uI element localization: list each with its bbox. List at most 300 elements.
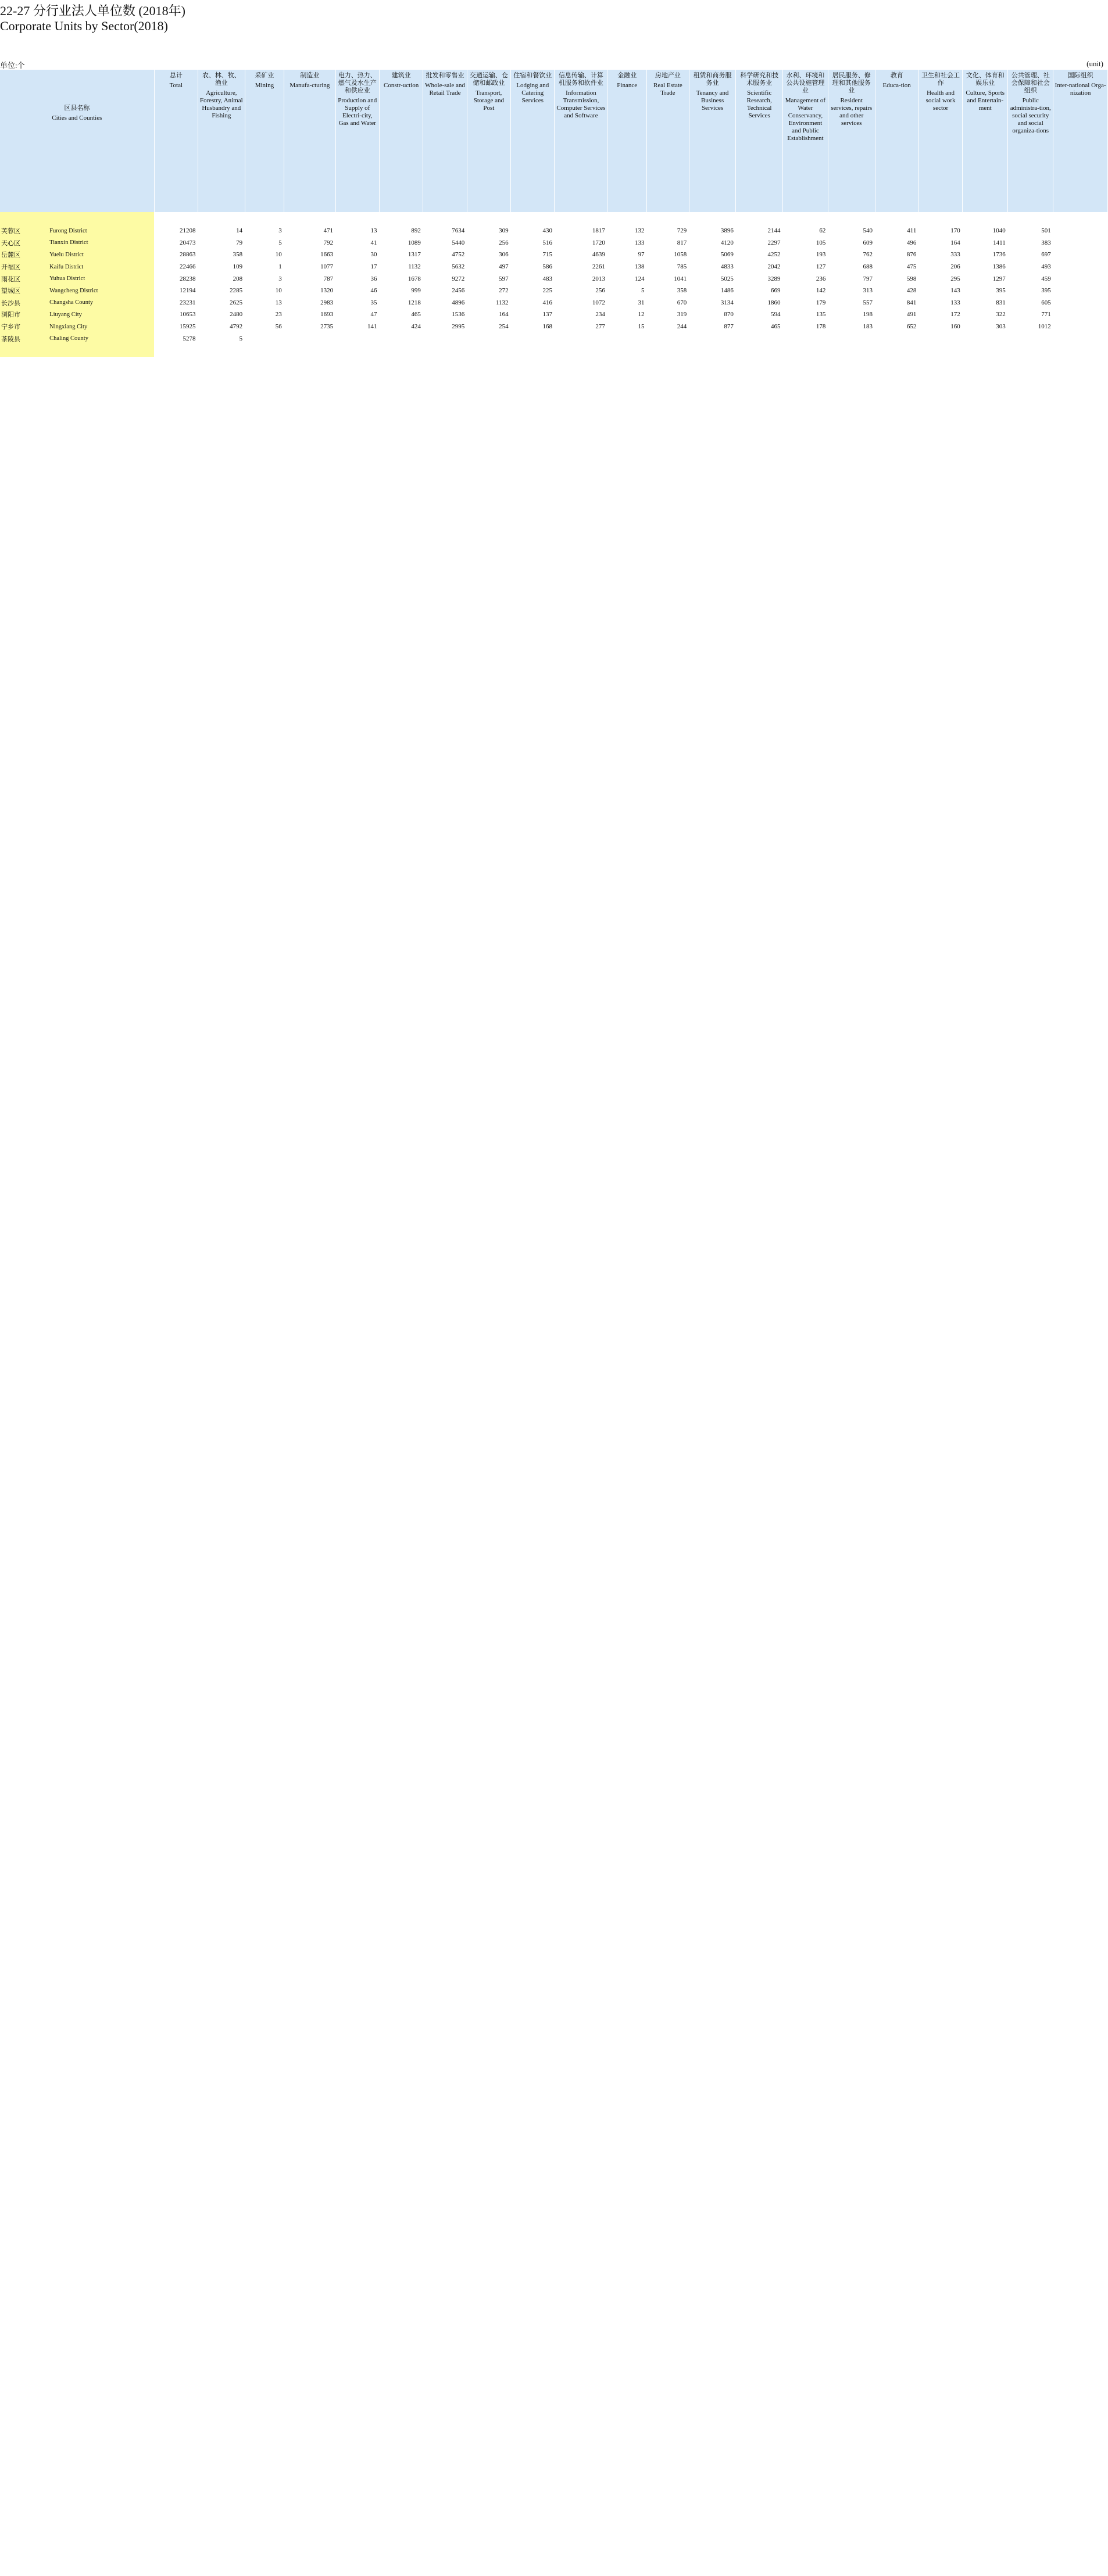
value-cell: 459 bbox=[1041, 275, 1051, 282]
header-cell bbox=[1008, 70, 1053, 212]
value-cell: 13 bbox=[275, 299, 282, 306]
spacer-cell bbox=[647, 212, 689, 225]
value-cell: 1486 bbox=[720, 287, 734, 295]
value-cell bbox=[689, 332, 736, 345]
value-cell bbox=[1008, 345, 1053, 357]
region-name-zh: 望城区 bbox=[0, 285, 48, 297]
value-cell: 2013 bbox=[592, 275, 605, 282]
value-cell bbox=[782, 332, 828, 345]
value-cell: 28863 bbox=[180, 251, 196, 259]
region-name-zh: 开福区 bbox=[0, 261, 48, 273]
value-cell: 7634 bbox=[452, 227, 465, 235]
value-cell: 4792 bbox=[230, 323, 243, 331]
value-cell bbox=[963, 345, 1008, 357]
value-cell: 97 bbox=[638, 251, 645, 259]
value-cell: 729 bbox=[677, 227, 687, 235]
table-row bbox=[0, 285, 1108, 297]
value-cell bbox=[245, 332, 284, 345]
value-cell: 170 bbox=[950, 227, 960, 235]
value-cell: 277 bbox=[595, 323, 605, 331]
header-cell bbox=[689, 70, 736, 212]
header-cell bbox=[963, 70, 1008, 212]
header-label-zh: 建筑业 bbox=[391, 72, 411, 79]
value-cell: 1012 bbox=[1038, 323, 1051, 331]
value-cell bbox=[607, 345, 647, 357]
value-cell: 416 bbox=[542, 299, 552, 306]
header-cell bbox=[736, 70, 783, 212]
value-cell: 135 bbox=[816, 311, 826, 318]
value-cell: 428 bbox=[906, 287, 917, 295]
header-label-en: Cities and Counties bbox=[52, 114, 102, 121]
header-label-en: Management of Water Conservancy, Environment and Public Establishment bbox=[785, 97, 826, 142]
value-cell bbox=[335, 332, 379, 345]
value-cell: 797 bbox=[863, 275, 873, 282]
value-cell: 31 bbox=[638, 299, 645, 306]
value-cell: 1058 bbox=[674, 251, 687, 259]
header-label-en: Finance bbox=[617, 82, 638, 89]
value-cell: 1720 bbox=[592, 239, 605, 246]
spacer-cell bbox=[48, 212, 154, 225]
value-cell: 1536 bbox=[452, 311, 465, 318]
spacer-cell bbox=[154, 212, 198, 225]
table-spacer-row bbox=[0, 212, 1108, 225]
value-cell: 319 bbox=[677, 311, 687, 318]
header-cell bbox=[511, 70, 555, 212]
value-cell bbox=[555, 332, 607, 345]
value-cell: 669 bbox=[770, 287, 781, 295]
value-cell: 3 bbox=[278, 275, 282, 282]
value-cell bbox=[689, 345, 736, 357]
value-cell: 497 bbox=[499, 263, 509, 271]
value-cell: 3896 bbox=[720, 227, 734, 235]
header-label-en: Culture, Sports and Entertain-ment bbox=[966, 89, 1005, 112]
header-label-zh: 采矿业 bbox=[255, 72, 274, 79]
spacer-cell bbox=[1008, 212, 1053, 225]
value-cell: 23 bbox=[275, 311, 282, 318]
value-cell: 15 bbox=[638, 323, 645, 331]
region-name-zh: 雨花区 bbox=[0, 273, 48, 285]
region-name-zh: 芙蓉区 bbox=[0, 225, 48, 237]
value-cell: 697 bbox=[1041, 251, 1051, 259]
value-cell: 1663 bbox=[320, 251, 334, 259]
header-cell bbox=[555, 70, 607, 212]
value-cell: 557 bbox=[863, 299, 873, 306]
value-cell: 12 bbox=[638, 311, 645, 318]
value-cell: 4896 bbox=[452, 299, 465, 306]
value-cell: 10 bbox=[275, 287, 282, 295]
value-cell: 1693 bbox=[320, 311, 334, 318]
value-cell bbox=[423, 345, 467, 357]
header-label-zh: 卫生和社会工作 bbox=[921, 72, 960, 87]
header-cell-region bbox=[0, 70, 154, 212]
spacer-cell bbox=[555, 212, 607, 225]
value-cell: 3134 bbox=[720, 299, 734, 306]
value-cell bbox=[511, 332, 555, 345]
header-label-zh: 交通运输、仓储和邮政业 bbox=[469, 72, 508, 87]
value-cell: 1040 bbox=[992, 227, 1006, 235]
value-cell: 1077 bbox=[320, 263, 334, 271]
header-label-en: Resident services, repairs and other services bbox=[831, 97, 873, 127]
value-cell: 831 bbox=[996, 299, 1006, 306]
value-cell bbox=[198, 345, 245, 357]
value-cell: 1297 bbox=[992, 275, 1006, 282]
value-cell: 493 bbox=[1041, 263, 1051, 271]
region-name-en: Ningxiang City bbox=[48, 321, 154, 333]
value-cell: 160 bbox=[950, 323, 960, 331]
value-cell: 652 bbox=[906, 323, 917, 331]
header-label-en: Total bbox=[169, 82, 183, 89]
value-cell: 395 bbox=[996, 287, 1006, 295]
value-cell bbox=[918, 332, 962, 345]
value-cell: 22466 bbox=[180, 263, 196, 271]
table-row bbox=[0, 297, 1108, 309]
region-name-en: Changsha County bbox=[48, 297, 154, 309]
value-cell bbox=[555, 345, 607, 357]
header-label-zh: 居民服务、修理和其他服务业 bbox=[832, 72, 871, 94]
value-cell: 79 bbox=[236, 239, 243, 246]
value-cell: 1072 bbox=[592, 299, 605, 306]
value-cell bbox=[828, 345, 875, 357]
value-cell: 358 bbox=[677, 287, 687, 295]
value-cell: 17 bbox=[370, 263, 377, 271]
value-cell: 540 bbox=[863, 227, 873, 235]
table-row bbox=[0, 261, 1108, 273]
value-cell bbox=[335, 345, 379, 357]
value-cell: 105 bbox=[816, 239, 826, 246]
spacer-cell bbox=[245, 212, 284, 225]
unit-label-en: (unit) bbox=[1086, 59, 1103, 68]
spacer-cell bbox=[963, 212, 1008, 225]
table-subtitle: Corporate Units by Sector(2018) bbox=[0, 19, 168, 33]
value-cell: 1132 bbox=[408, 263, 421, 271]
header-label-en: Real Estate Trade bbox=[653, 82, 682, 96]
value-cell: 2261 bbox=[592, 263, 605, 271]
value-cell: 688 bbox=[863, 263, 873, 271]
region-name-en: Tianxin District bbox=[48, 237, 154, 249]
value-cell: 4639 bbox=[592, 251, 605, 259]
table-row bbox=[0, 225, 1108, 237]
value-cell: 132 bbox=[635, 227, 645, 235]
spacer-cell bbox=[875, 212, 918, 225]
spacer-cell bbox=[918, 212, 962, 225]
value-cell: 2983 bbox=[320, 299, 334, 306]
value-cell: 586 bbox=[542, 263, 552, 271]
value-cell: 715 bbox=[542, 251, 552, 259]
value-cell: 999 bbox=[411, 287, 421, 295]
spacer-cell bbox=[1053, 212, 1108, 225]
value-cell: 516 bbox=[542, 239, 552, 246]
value-cell: 594 bbox=[770, 311, 781, 318]
value-cell: 2456 bbox=[452, 287, 465, 295]
value-cell bbox=[423, 332, 467, 345]
value-cell bbox=[963, 332, 1008, 345]
header-label-zh: 公共管理、社会保障和社会组织 bbox=[1011, 72, 1050, 94]
header-label-zh: 电力、热力、燃气及水生产和供应业 bbox=[338, 72, 377, 94]
value-cell: 5440 bbox=[452, 239, 465, 246]
header-label-zh: 科学研究和技术服务业 bbox=[740, 72, 779, 87]
table-header-row bbox=[0, 70, 1108, 212]
header-label-en: Health and social work sector bbox=[925, 89, 956, 112]
value-cell: 164 bbox=[499, 311, 509, 318]
value-cell bbox=[647, 332, 689, 345]
region-name-en: Furong District bbox=[48, 225, 154, 237]
header-label-zh: 批发和零售业 bbox=[426, 72, 464, 79]
value-cell: 28238 bbox=[180, 275, 196, 282]
value-cell: 9272 bbox=[452, 275, 465, 282]
value-cell: 597 bbox=[499, 275, 509, 282]
spacer-cell bbox=[284, 212, 335, 225]
value-cell: 179 bbox=[816, 299, 826, 306]
spacer-cell bbox=[782, 212, 828, 225]
value-cell: 762 bbox=[863, 251, 873, 259]
value-cell: 787 bbox=[323, 275, 334, 282]
value-cell: 178 bbox=[816, 323, 826, 331]
spacer-cell bbox=[828, 212, 875, 225]
value-cell: 609 bbox=[863, 239, 873, 246]
header-label-en: Educa-tion bbox=[882, 82, 911, 89]
header-cell bbox=[607, 70, 647, 212]
value-cell: 256 bbox=[499, 239, 509, 246]
value-cell: 358 bbox=[233, 251, 243, 259]
value-cell bbox=[875, 332, 918, 345]
value-cell: 5278 bbox=[183, 335, 196, 342]
value-cell: 272 bbox=[499, 287, 509, 295]
value-cell: 491 bbox=[906, 311, 917, 318]
value-cell: 430 bbox=[542, 227, 552, 235]
value-cell: 1678 bbox=[408, 275, 421, 282]
table-title: 22-27 分行业法人单位数 (2018年) bbox=[0, 3, 185, 18]
value-cell: 1218 bbox=[408, 299, 421, 306]
value-cell: 4833 bbox=[720, 263, 734, 271]
value-cell: 771 bbox=[1041, 311, 1051, 318]
value-cell bbox=[284, 345, 335, 357]
spacer-cell bbox=[511, 212, 555, 225]
value-cell: 2285 bbox=[230, 287, 243, 295]
value-cell bbox=[154, 345, 198, 357]
value-cell: 5 bbox=[278, 239, 282, 246]
header-cell bbox=[647, 70, 689, 212]
header-cell bbox=[423, 70, 467, 212]
value-cell: 424 bbox=[411, 323, 421, 331]
value-cell: 483 bbox=[542, 275, 552, 282]
value-cell: 1817 bbox=[592, 227, 605, 235]
value-cell: 56 bbox=[275, 323, 282, 331]
value-cell: 244 bbox=[677, 323, 687, 331]
value-cell: 10653 bbox=[180, 311, 196, 318]
value-cell: 12194 bbox=[180, 287, 196, 295]
value-cell: 127 bbox=[816, 263, 826, 271]
region-name-zh: 天心区 bbox=[0, 237, 48, 249]
value-cell bbox=[1008, 332, 1053, 345]
header-label-en: Manufa-cturing bbox=[289, 82, 330, 89]
value-cell: 172 bbox=[950, 311, 960, 318]
value-cell: 295 bbox=[950, 275, 960, 282]
value-cell: 133 bbox=[635, 239, 645, 246]
value-cell: 2480 bbox=[230, 311, 243, 318]
header-label-zh: 区县名称 bbox=[64, 105, 90, 112]
table-row bbox=[0, 321, 1108, 333]
value-cell: 236 bbox=[816, 275, 826, 282]
table-row bbox=[0, 345, 1108, 357]
header-label-en: Agriculture, Forestry, Animal Husbandry and Fishing bbox=[199, 89, 243, 119]
header-label-en: Tenancy and Business Services bbox=[696, 89, 729, 112]
value-cell: 306 bbox=[499, 251, 509, 259]
header-cell bbox=[467, 70, 510, 212]
value-cell: 206 bbox=[950, 263, 960, 271]
table-row bbox=[0, 309, 1108, 321]
value-cell bbox=[875, 345, 918, 357]
value-cell: 877 bbox=[724, 323, 734, 331]
value-cell bbox=[647, 345, 689, 357]
value-cell bbox=[918, 345, 962, 357]
value-cell: 5 bbox=[641, 287, 645, 295]
value-cell: 4252 bbox=[767, 251, 781, 259]
value-cell: 1860 bbox=[767, 299, 781, 306]
region-name-zh: 长沙县 bbox=[0, 297, 48, 309]
value-cell: 14 bbox=[236, 227, 243, 235]
header-label-en: Public administra-tion, social security and social organiza-tions bbox=[1010, 97, 1051, 134]
value-cell: 496 bbox=[906, 239, 917, 246]
value-cell bbox=[467, 332, 510, 345]
value-cell: 15925 bbox=[180, 323, 196, 331]
value-cell: 785 bbox=[677, 263, 687, 271]
header-label-en: Production and Supply of Electri-city, Gas and Water bbox=[338, 97, 377, 127]
value-cell: 475 bbox=[906, 263, 917, 271]
value-cell: 670 bbox=[677, 299, 687, 306]
value-cell: 234 bbox=[595, 311, 605, 318]
value-cell: 870 bbox=[724, 311, 734, 318]
value-cell: 256 bbox=[595, 287, 605, 295]
spacer-cell bbox=[198, 212, 245, 225]
value-cell: 322 bbox=[996, 311, 1006, 318]
value-cell: 30 bbox=[370, 251, 377, 259]
value-cell: 1 bbox=[278, 263, 282, 271]
value-cell bbox=[607, 332, 647, 345]
value-cell: 5069 bbox=[720, 251, 734, 259]
header-cell bbox=[828, 70, 875, 212]
region-name-en: Yuelu District bbox=[48, 249, 154, 261]
value-cell bbox=[511, 345, 555, 357]
value-cell: 109 bbox=[233, 263, 243, 271]
value-cell: 333 bbox=[950, 251, 960, 259]
value-cell: 2042 bbox=[767, 263, 781, 271]
value-cell: 395 bbox=[1041, 287, 1051, 295]
value-cell: 3 bbox=[278, 227, 282, 235]
header-label-en: Whole-sale and Retail Trade bbox=[425, 82, 465, 96]
region-name-en: Liuyang City bbox=[48, 309, 154, 321]
value-cell: 309 bbox=[499, 227, 509, 235]
value-cell: 5025 bbox=[720, 275, 734, 282]
value-cell: 841 bbox=[906, 299, 917, 306]
region-name-zh: 浏阳市 bbox=[0, 309, 48, 321]
region-name-zh bbox=[0, 345, 48, 357]
value-cell bbox=[828, 332, 875, 345]
header-cell bbox=[284, 70, 335, 212]
header-label-zh: 水利、环境和公共设施管理业 bbox=[786, 72, 825, 94]
value-cell: 4120 bbox=[720, 239, 734, 246]
value-cell: 13 bbox=[370, 227, 377, 235]
value-cell: 183 bbox=[863, 323, 873, 331]
spacer-cell bbox=[467, 212, 510, 225]
value-cell: 164 bbox=[950, 239, 960, 246]
table-row bbox=[0, 237, 1108, 249]
header-cell bbox=[875, 70, 918, 212]
header-label-zh: 文化、体育和娱乐业 bbox=[966, 72, 1005, 87]
value-cell: 133 bbox=[950, 299, 960, 306]
header-label-zh: 金融业 bbox=[617, 72, 637, 79]
unit-label-zh: 单位:个 bbox=[0, 61, 25, 70]
value-cell: 41 bbox=[370, 239, 377, 246]
value-cell: 137 bbox=[542, 311, 552, 318]
value-cell: 605 bbox=[1041, 299, 1051, 306]
region-name-en bbox=[48, 345, 154, 357]
header-label-en: Scientific Research, Technical Services bbox=[746, 89, 772, 119]
value-cell: 143 bbox=[950, 287, 960, 295]
table-row bbox=[0, 332, 1108, 345]
region-name-zh: 宁乡市 bbox=[0, 321, 48, 333]
header-label-zh: 制造业 bbox=[300, 72, 320, 79]
value-cell: 1317 bbox=[408, 251, 421, 259]
value-cell: 5 bbox=[239, 335, 243, 342]
value-cell: 465 bbox=[411, 311, 421, 318]
region-name-zh: 茶陵县 bbox=[0, 332, 48, 345]
spacer-cell bbox=[379, 212, 423, 225]
value-cell bbox=[736, 345, 783, 357]
header-label-zh: 教育 bbox=[890, 72, 903, 79]
value-cell: 501 bbox=[1041, 227, 1051, 235]
value-cell: 198 bbox=[863, 311, 873, 318]
header-label-zh: 租赁和商务服务业 bbox=[693, 72, 732, 87]
value-cell: 208 bbox=[233, 275, 243, 282]
region-name-en: Chaling County bbox=[48, 332, 154, 345]
value-cell bbox=[782, 345, 828, 357]
value-cell: 1736 bbox=[992, 251, 1006, 259]
header-label-en: Mining bbox=[255, 82, 274, 89]
value-cell: 2995 bbox=[452, 323, 465, 331]
header-label-zh: 农、林、牧、渔业 bbox=[202, 72, 241, 87]
value-cell: 35 bbox=[370, 299, 377, 306]
header-label-en: Inter-national Orga-nization bbox=[1055, 82, 1106, 96]
region-name-en: Yuhua District bbox=[48, 273, 154, 285]
value-cell: 1386 bbox=[992, 263, 1006, 271]
table-row bbox=[0, 249, 1108, 261]
value-cell: 20473 bbox=[180, 239, 196, 246]
value-cell: 62 bbox=[819, 227, 826, 235]
header-label-zh: 国际组织 bbox=[1067, 72, 1093, 79]
value-cell: 138 bbox=[635, 263, 645, 271]
value-cell: 141 bbox=[367, 323, 377, 331]
value-cell: 47 bbox=[370, 311, 377, 318]
value-cell: 225 bbox=[542, 287, 552, 295]
value-cell: 23231 bbox=[180, 299, 196, 306]
value-cell bbox=[379, 345, 423, 357]
spacer-cell bbox=[607, 212, 647, 225]
header-cell bbox=[154, 70, 198, 212]
header-label-zh: 房地产业 bbox=[655, 72, 681, 79]
header-cell bbox=[1053, 70, 1108, 212]
value-cell: 1320 bbox=[320, 287, 334, 295]
header-label-zh: 住宿和餐饮业 bbox=[513, 72, 552, 79]
value-cell: 471 bbox=[323, 227, 334, 235]
value-cell: 36 bbox=[370, 275, 377, 282]
value-cell: 21208 bbox=[180, 227, 196, 235]
spacer-cell bbox=[689, 212, 736, 225]
region-name-zh: 岳麓区 bbox=[0, 249, 48, 261]
value-cell: 2735 bbox=[320, 323, 334, 331]
value-cell bbox=[379, 332, 423, 345]
region-name-en: Kaifu District bbox=[48, 261, 154, 273]
value-cell: 383 bbox=[1041, 239, 1051, 246]
